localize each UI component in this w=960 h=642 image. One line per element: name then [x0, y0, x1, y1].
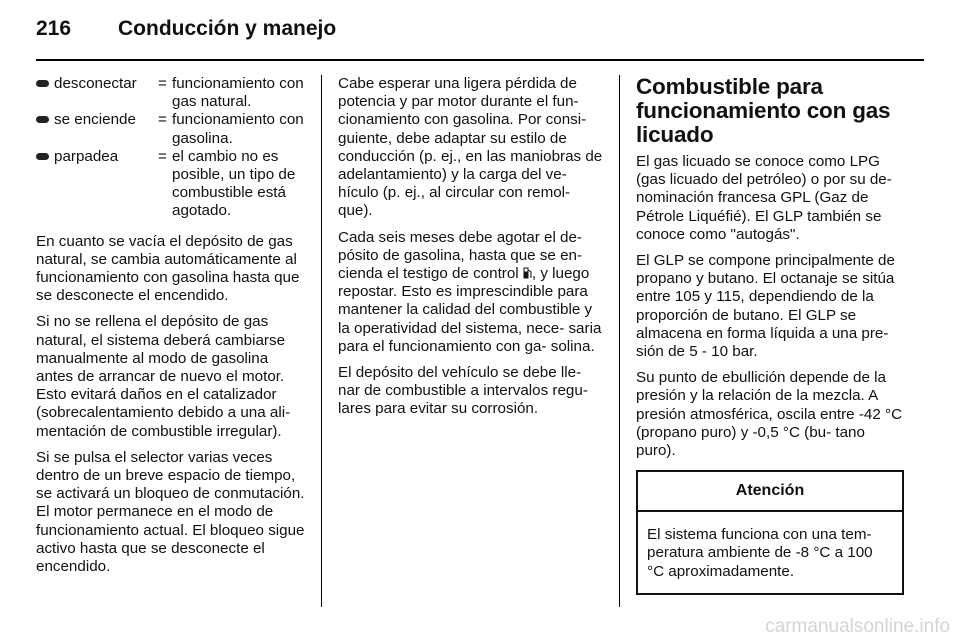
status-row	[36, 75, 308, 111]
column-divider	[619, 75, 620, 607]
status-definition: funcionamiento con gas natural.	[172, 75, 304, 111]
notice-box	[636, 470, 904, 595]
status-definition: funcionamiento con gasolina.	[172, 111, 304, 147]
equals-sign: =	[158, 111, 167, 129]
column-3	[636, 75, 904, 595]
section-title: Combustible para funcionamiento con gas licuado	[636, 74, 891, 147]
notice-body	[638, 512, 902, 593]
status-definition: el cambio no es posible, un tipo de combustible está agotado.	[172, 147, 296, 220]
column-divider	[321, 75, 322, 607]
page-number: 216	[36, 17, 72, 40]
paragraph-text: Cada seis meses debe agotar el de- pósito de gasolina, hasta que se en- cienda el testigo de control	[338, 228, 583, 283]
status-row	[36, 111, 308, 147]
notice-text: El sistema funciona con una tem- peratura ambiente de -8 °C a 100 °C aproximadamente.	[647, 526, 873, 580]
paragraph: El GLP se compone principalmente de propano y butano. El octanaje se sitúa entre 105 y 115, dependiendo de la proporción de butano. El GLP se almacena en forma líquida a una pre- sión de 5 - 10 bar.	[636, 252, 895, 361]
paragraph: Cabe esperar una ligera pérdida de potencia y par motor durante el fun- cionamiento con gasolina. Por consi- guiente, debe adaptar su estilo de conducción (p. ej., en las maniobras de adelantamiento) y la carga del ve- hículo (p. ej., al circular con remol- que).	[338, 75, 603, 220]
notice-title: Atención	[638, 472, 902, 512]
column-2	[338, 75, 606, 427]
bullet-dash-icon	[36, 111, 54, 147]
paragraph: El gas licuado se conoce como LPG (gas licuado del petróleo) o por su de- nominación francesa GPL (Gaz de Pétrole Liquéfié). El GLP también se conoce como "autogás".	[636, 153, 892, 243]
status-term: se enciende	[54, 111, 136, 129]
status-term: desconectar	[54, 75, 137, 92]
paragraph: Si se pulsa el selector varias veces dentro de un breve espacio de tiempo, se activará un bloqueo de conmutación. El motor permanece en el modo de funcionamiento actual. El bloqueo sigue activo hasta que se desconecte el encendido.	[36, 448, 305, 576]
watermark: carmanualsonline.info	[765, 616, 950, 637]
status-term: parpadea	[54, 147, 119, 165]
page-header	[36, 14, 336, 44]
bullet-dash-icon	[36, 75, 54, 111]
chapter-title: Conducción y manejo	[118, 17, 337, 40]
equals-sign: =	[158, 75, 167, 92]
paragraph: El depósito del vehículo se debe lle- nar de combustible a intervalos regu- lares para evitar su corrosión.	[338, 364, 588, 418]
header-rule	[36, 59, 924, 61]
paragraph-text: , y luego repostar. Esto es imprescindible para mantener la calidad del combustible y la operatividad del sistema, nece- saria para el funcionamiento con ga- solina.	[338, 265, 602, 355]
paragraph: Su punto de ebullición depende de la presión y la relación de la mezcla. A presión atmosférica, oscila entre -42 °C (propano puro) y -0,5 °C (bu- tano puro).	[636, 369, 903, 460]
paragraph: En cuanto se vacía el depósito de gas natural, se cambia automáticamente al funcionamiento con gasolina hasta que se desconecte el encendido.	[36, 232, 300, 305]
column-1	[36, 75, 308, 584]
bullet-dash-icon	[36, 148, 54, 221]
paragraph: Si no se rellena el depósito de gas natural, el sistema deberá cambiarse manualmente al modo de gasolina antes de arrancar de nuevo el motor. Esto evitará daños en el catalizador (sobrecalentamiento debido a una ali- mentación de combustible irregular).	[36, 313, 291, 440]
fuel-pump-icon	[523, 266, 532, 278]
paragraph	[338, 229, 606, 356]
equals-sign: =	[158, 147, 167, 165]
status-row	[36, 148, 308, 221]
